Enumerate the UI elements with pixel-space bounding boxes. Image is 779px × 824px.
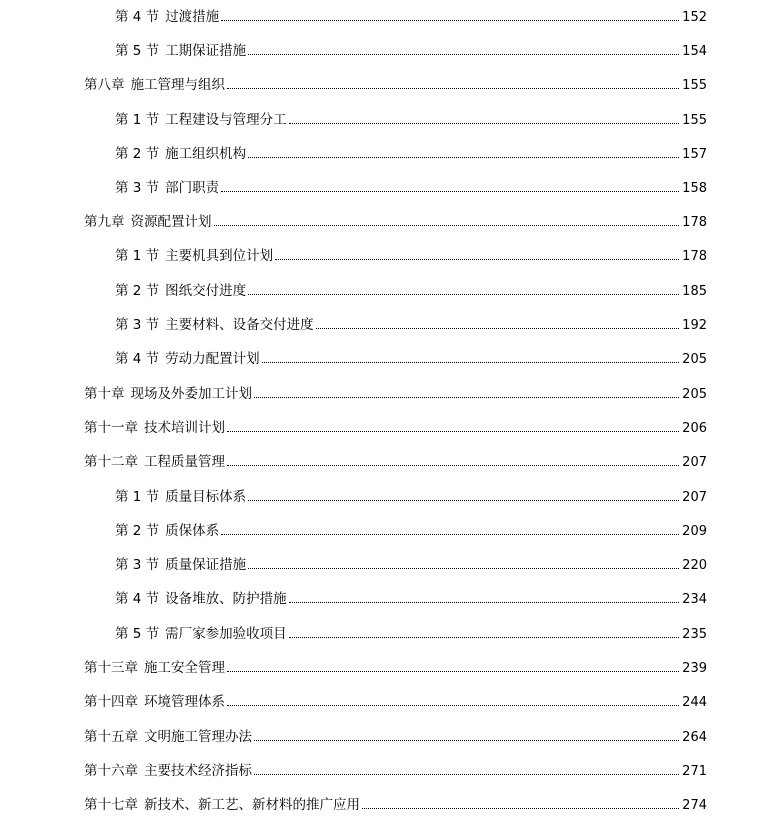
toc-entry-number: 第 2 节 — [115, 282, 160, 299]
toc-entry[interactable] — [84, 687, 707, 709]
toc-entry-number: 第 1 节 — [115, 247, 160, 264]
toc-entry-page: 192 — [682, 318, 707, 333]
toc-entry-page: 274 — [682, 798, 707, 813]
toc-entry-page: 207 — [682, 455, 707, 470]
toc-entry-number: 第九章 — [84, 213, 125, 230]
dot-leader — [248, 54, 679, 55]
toc-entry[interactable] — [84, 379, 707, 401]
toc-entry-page: 178 — [682, 249, 707, 264]
dot-leader — [289, 637, 679, 638]
toc-entry-title: 工程建设与管理分工 — [165, 111, 287, 128]
toc-entry[interactable] — [115, 482, 707, 504]
toc-entry-page: 185 — [682, 284, 707, 299]
dot-leader — [289, 602, 679, 603]
toc-entry-page: 264 — [682, 730, 707, 745]
toc-entry-page: 205 — [682, 352, 707, 367]
toc-entry[interactable] — [84, 790, 707, 812]
toc-entry-number: 第十二章 — [84, 453, 138, 470]
toc-entry-title: 工程质量管理 — [144, 453, 225, 470]
toc-entry-number: 第 2 节 — [115, 522, 160, 539]
dot-leader — [227, 88, 679, 89]
toc-entry[interactable] — [115, 139, 707, 161]
toc-entry-title: 施工组织机构 — [165, 145, 247, 162]
toc-entry-title: 技术培训计划 — [144, 419, 225, 436]
toc-entry-page: 157 — [682, 147, 707, 162]
toc-entry-title: 主要材料、设备交付进度 — [165, 316, 314, 333]
toc-entry-number: 第十章 — [84, 385, 125, 402]
toc-entry-title: 主要技术经济指标 — [144, 762, 252, 779]
toc-entry[interactable] — [84, 653, 707, 675]
toc-entry[interactable] — [115, 173, 707, 195]
toc-entry-page: 158 — [682, 181, 707, 196]
toc-entry-number: 第 1 节 — [115, 111, 160, 128]
dot-leader — [289, 123, 679, 124]
toc-entry-title: 资源配置计划 — [130, 213, 212, 230]
toc-entry-number: 第十一章 — [84, 419, 138, 436]
toc-entry-title: 图纸交付进度 — [165, 282, 247, 299]
toc-entry-title: 现场及外委加工计划 — [130, 385, 252, 402]
toc-entry-page: 207 — [682, 490, 707, 505]
toc-entry-page: 155 — [682, 113, 707, 128]
toc-entry-page: 239 — [682, 661, 707, 676]
toc-entry-number: 第 4 节 — [115, 8, 160, 25]
dot-leader — [254, 774, 679, 775]
dot-leader — [254, 740, 679, 741]
toc-entry-number: 第十五章 — [84, 728, 138, 745]
toc-entry-page: 271 — [682, 764, 707, 779]
toc-entry-number: 第 2 节 — [115, 145, 160, 162]
toc-entry-title: 部门职责 — [165, 179, 220, 196]
dot-leader — [248, 500, 679, 501]
toc-entry-page: 154 — [682, 44, 707, 59]
toc-entry[interactable] — [84, 207, 707, 229]
toc-entry-title: 质量保证措施 — [165, 556, 247, 573]
toc-entry-page: 206 — [682, 421, 707, 436]
dot-leader — [248, 294, 679, 295]
toc-entry-title: 新技术、新工艺、新材料的推广应用 — [144, 796, 360, 813]
toc-entry[interactable] — [115, 310, 707, 332]
toc-entry[interactable] — [115, 516, 707, 538]
toc-entry-number: 第八章 — [84, 76, 125, 93]
toc-entry-page: 178 — [682, 215, 707, 230]
toc-entry-title: 设备堆放、防护措施 — [165, 590, 287, 607]
dot-leader — [221, 20, 679, 21]
toc-entry[interactable] — [115, 584, 707, 606]
toc-entry[interactable] — [115, 105, 707, 127]
toc-entry-number: 第 5 节 — [115, 625, 160, 642]
toc-entry[interactable] — [115, 36, 707, 58]
dot-leader — [227, 705, 679, 706]
toc-entry[interactable] — [115, 550, 707, 572]
dot-leader — [221, 534, 679, 535]
toc-entry-title: 主要机具到位计划 — [165, 247, 274, 264]
toc-entry-title: 需厂家参加验收项目 — [165, 625, 287, 642]
dot-leader — [221, 191, 679, 192]
toc-entry[interactable] — [84, 756, 707, 778]
toc-entry[interactable] — [115, 344, 707, 366]
toc-entry[interactable] — [84, 447, 707, 469]
toc-entry-title: 工期保证措施 — [165, 42, 247, 59]
dot-leader — [214, 225, 680, 226]
toc-entry-page: 152 — [682, 10, 707, 25]
toc-entry-title: 文明施工管理办法 — [144, 728, 252, 745]
toc-entry-title: 施工管理与组织 — [130, 76, 225, 93]
dot-leader — [248, 568, 679, 569]
dot-leader — [227, 465, 679, 466]
toc-entry[interactable] — [84, 722, 707, 744]
toc-entry-number: 第 1 节 — [115, 488, 160, 505]
dot-leader — [362, 808, 679, 809]
toc-entry-number: 第 5 节 — [115, 42, 160, 59]
toc-entry-title: 质保体系 — [165, 522, 220, 539]
toc-entry-title: 劳动力配置计划 — [165, 350, 260, 367]
toc-entry-page: 209 — [682, 524, 707, 539]
toc-entry-number: 第十六章 — [84, 762, 138, 779]
dot-leader — [227, 431, 679, 432]
toc-entry-number: 第十四章 — [84, 693, 138, 710]
toc-entry[interactable] — [115, 619, 707, 641]
toc-entry-page: 205 — [682, 387, 707, 402]
toc-entry-number: 第 4 节 — [115, 590, 160, 607]
dot-leader — [316, 328, 679, 329]
toc-entry-number: 第十七章 — [84, 796, 138, 813]
toc-entry-page: 234 — [682, 592, 707, 607]
toc-entry-number: 第 3 节 — [115, 556, 160, 573]
toc-entry-title: 施工安全管理 — [144, 659, 225, 676]
toc-entry-title: 过渡措施 — [165, 8, 220, 25]
toc-entry-page: 220 — [682, 558, 707, 573]
toc-entry[interactable] — [84, 70, 707, 92]
toc-entry-page: 155 — [682, 78, 707, 93]
toc-entry[interactable] — [115, 276, 707, 298]
toc-entry[interactable] — [115, 241, 707, 263]
toc-entry-title: 质量目标体系 — [165, 488, 247, 505]
toc-entry-number: 第 3 节 — [115, 179, 160, 196]
toc-entry[interactable] — [115, 2, 707, 24]
dot-leader — [227, 671, 679, 672]
dot-leader — [275, 259, 679, 260]
toc-entry-number: 第 4 节 — [115, 350, 160, 367]
toc-entry-number: 第十三章 — [84, 659, 138, 676]
toc-entry-page: 235 — [682, 627, 707, 642]
toc-entry-number: 第 3 节 — [115, 316, 160, 333]
toc-entry-title: 环境管理体系 — [144, 693, 225, 710]
toc-entry[interactable] — [84, 413, 707, 435]
dot-leader — [248, 157, 679, 158]
toc-entry-page: 244 — [682, 695, 707, 710]
dot-leader — [254, 397, 679, 398]
dot-leader — [262, 362, 679, 363]
